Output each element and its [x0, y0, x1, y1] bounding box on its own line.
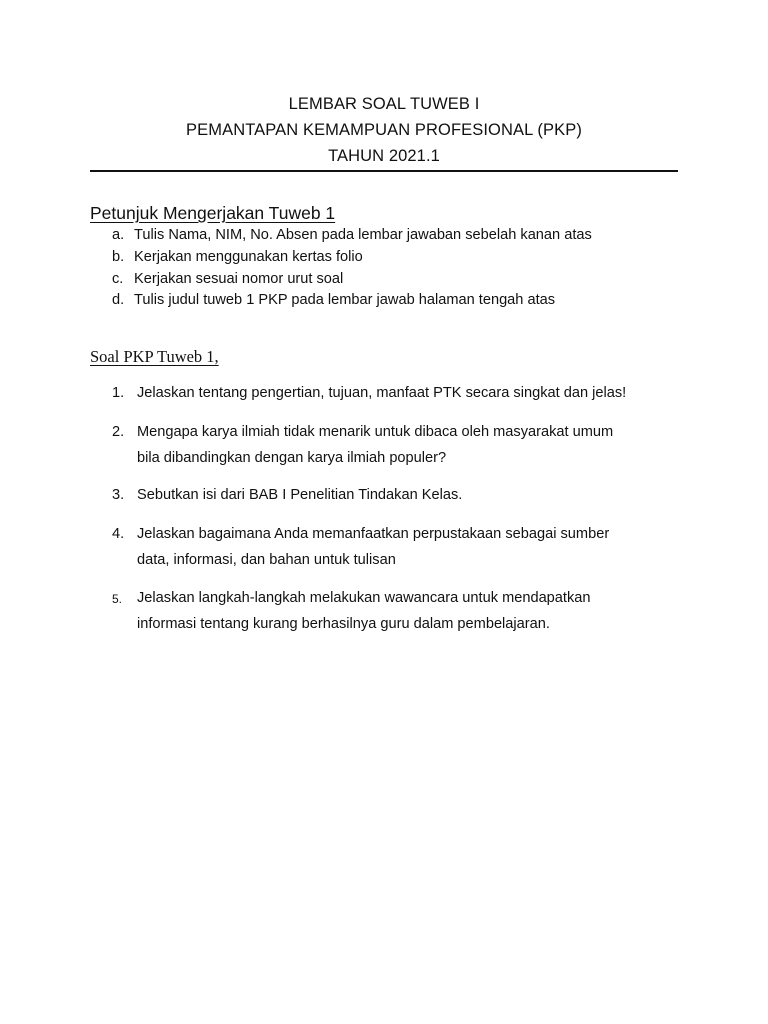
question-line: Jelaskan tentang pengertian, tujuan, manfaat PTK secara singkat dan jelas!	[137, 385, 627, 401]
question-text	[137, 585, 687, 637]
instruction-item	[112, 269, 592, 291]
instruction-text: Tulis Nama, NIM, No. Absen pada lembar jawaban sebelah kanan atas	[134, 227, 592, 243]
document-header	[90, 91, 678, 169]
instructions-title: Petunjuk Mengerjakan Tuweb 1	[90, 203, 336, 223]
instruction-marker: a.	[112, 227, 125, 243]
question-text	[137, 521, 687, 573]
question-number: 3.	[112, 487, 125, 503]
question-text	[137, 419, 687, 471]
question-number: 1.	[112, 385, 125, 401]
question-line: Sebutkan isi dari BAB I Penelitian Tindakan Kelas.	[137, 487, 463, 503]
questions-title: Soal PKP Tuweb 1,	[90, 347, 219, 366]
instruction-marker: d.	[112, 292, 125, 309]
question-number: 5.	[112, 592, 123, 606]
instruction-item	[112, 290, 592, 312]
question-line: Jelaskan bagaimana Anda memanfaatkan perpustakaan sebagai sumber	[137, 526, 610, 542]
question-text	[137, 482, 687, 508]
instruction-item	[112, 225, 592, 247]
instruction-text: Tulis judul tuweb 1 PKP pada lembar jawab halaman tengah atas	[134, 292, 556, 309]
instruction-marker: b.	[112, 248, 125, 265]
question-line: Jelaskan langkah-langkah melakukan wawancara untuk mendapatkan	[137, 590, 591, 606]
question-number: 4.	[112, 526, 125, 542]
header-subtitle: PEMANTAPAN KEMAMPUAN PROFESIONAL (PKP)	[186, 121, 582, 139]
instruction-text: Kerjakan menggunakan kertas folio	[134, 248, 363, 265]
question-number: 2.	[112, 424, 125, 440]
header-divider	[90, 170, 678, 172]
question-line: data, informasi, dan bahan untuk tulisan	[137, 552, 396, 568]
instructions-list	[112, 225, 592, 312]
question-line: bila dibandingkan dengan karya ilmiah populer?	[137, 450, 447, 466]
instruction-marker: c.	[112, 270, 124, 287]
instruction-item	[112, 247, 592, 269]
question-line: informasi tentang kurang berhasilnya guru dalam pembelajaran.	[137, 616, 550, 632]
instruction-text: Kerjakan sesuai nomor urut soal	[134, 270, 344, 287]
header-year: TAHUN 2021.1	[328, 147, 440, 165]
question-line: Mengapa karya ilmiah tidak menarik untuk dibaca oleh masyarakat umum	[137, 424, 614, 440]
question-text	[137, 380, 687, 406]
header-title: LEMBAR SOAL TUWEB I	[288, 95, 480, 113]
